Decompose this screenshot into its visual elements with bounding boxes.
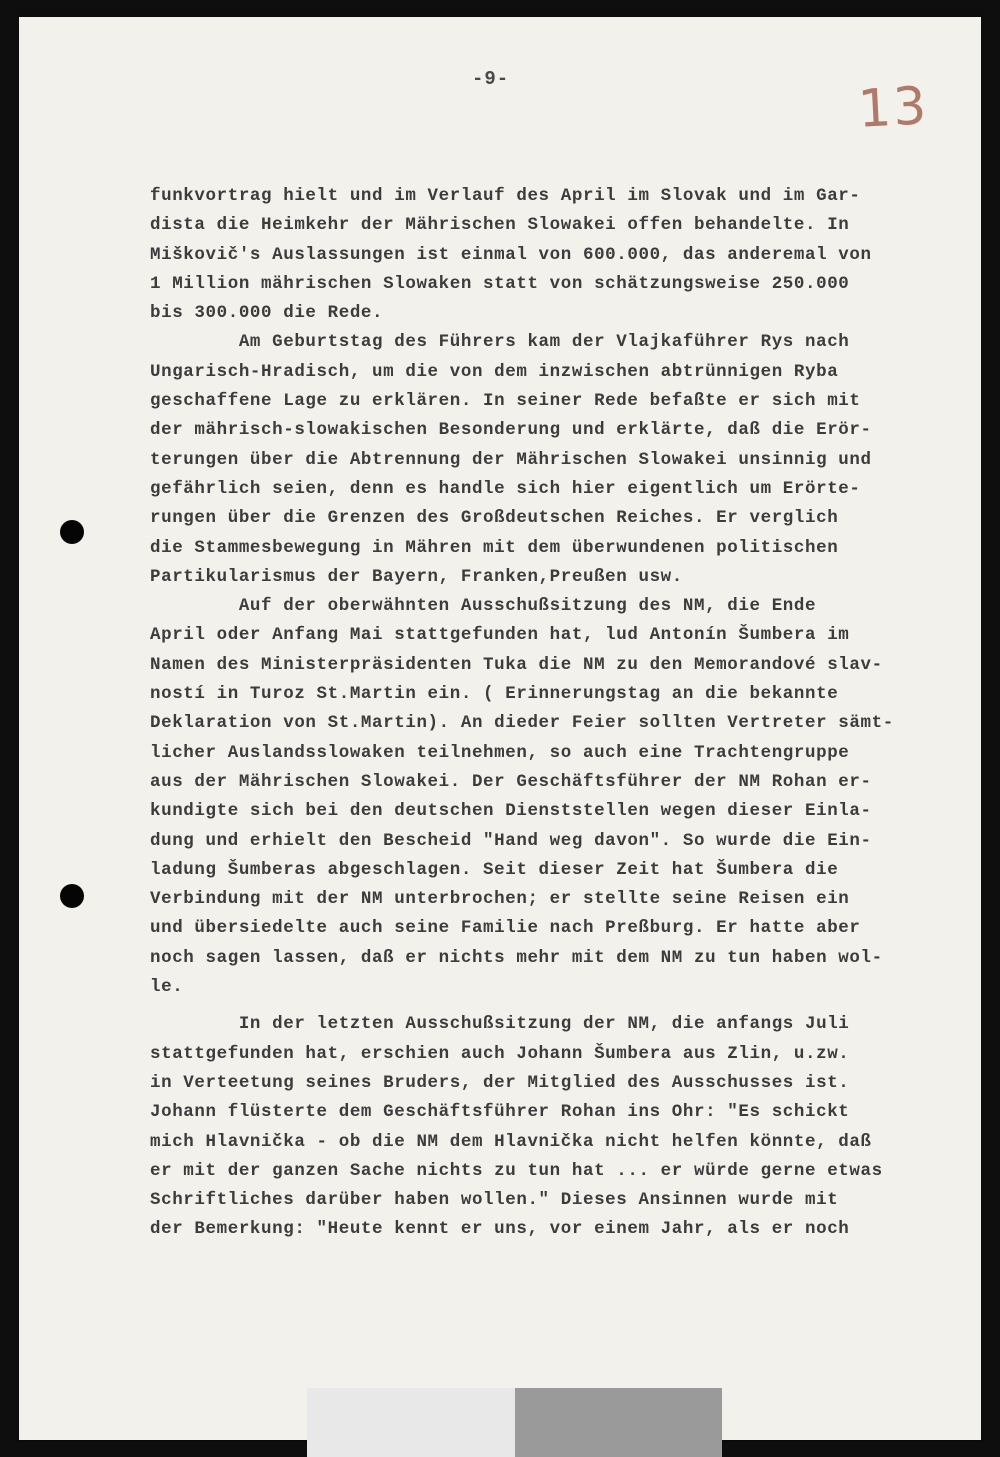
text-line: Partikularismus der Bayern, Franken,Preußen usw. <box>150 566 683 587</box>
text-line: 1 Million mährischen Slowaken statt von schätzungsweise 250.000 <box>150 273 850 294</box>
text-line: kundigte sich bei den deutschen Dienststellen wegen dieser Einla- <box>150 801 872 822</box>
text-line: le. <box>150 977 184 998</box>
text-line: der Bemerkung: "Heute kennt er uns, vor einem Jahr, als er noch <box>150 1219 850 1240</box>
text-line: rungen über die Grenzen des Großdeutschen Reiches. Er verglich <box>150 508 839 529</box>
text-line: Auf der oberwähnten Ausschußsitzung des NM, die Ende <box>150 596 817 617</box>
text-line: In der letzten Ausschußsitzung der NM, die anfangs Juli <box>150 1014 850 1035</box>
text-line: terungen über die Abtrennung der Mährischen Slowakei unsinnig und <box>150 449 872 470</box>
text-line: bis 300.000 die Rede. <box>150 303 384 324</box>
text-line: er mit der ganzen Sache nichts zu tun hat ... er würde gerne etwas <box>150 1160 883 1181</box>
text-line: die Stammesbewegung in Mähren mit dem überwundenen politischen <box>150 537 839 558</box>
text-line: in Verteetung seines Bruders, der Mitglied des Ausschusses ist. <box>150 1072 850 1093</box>
text-line: der mährisch-slowakischen Besonderung und erklärte, daß die Erör- <box>150 420 872 441</box>
punch-hole <box>60 520 84 544</box>
text-line: licher Auslandsslowaken teilnehmen, so auch eine Trachtengruppe <box>150 742 850 763</box>
text-line: Deklaration von St.Martin). An dieder Feier sollten Vertreter sämt- <box>150 713 894 734</box>
text-line: mich Hlavnička - ob die NM dem Hlavnička nicht helfen könnte, daß <box>150 1131 872 1152</box>
paragraph <box>150 592 950 1002</box>
text-line: dista die Heimkehr der Mährischen Slowakei offen behandelte. In <box>150 215 850 236</box>
text-line: Namen des Ministerpräsidenten Tuka die NM zu den Memorandové slav- <box>150 654 883 675</box>
text-line: Verbindung mit der NM unterbrochen; er stellte seine Reisen ein <box>150 889 850 910</box>
scan-calibration-strip-gray <box>515 1388 722 1457</box>
text-line: Miškovič's Auslassungen ist einmal von 600.000, das anderemal von <box>150 244 872 265</box>
text-line: stattgefunden hat, erschien auch Johann Šumbera aus Zlin, u.zw. <box>150 1043 850 1064</box>
text-line: dung und erhielt den Bescheid "Hand weg davon". So wurde die Ein- <box>150 830 872 851</box>
scan-calibration-strip-light <box>307 1388 515 1457</box>
paragraph <box>150 328 950 592</box>
text-line: aus der Mährischen Slowakei. Der Geschäftsführer der NM Rohan er- <box>150 771 872 792</box>
text-line: Johann flüsterte dem Geschäftsführer Rohan ins Ohr: "Es schickt <box>150 1102 850 1123</box>
text-line: Ungarisch-Hradisch, um die von dem inzwischen abtrünnigen Ryba <box>150 361 839 382</box>
text-line: Schriftliches darüber haben wollen." Dieses Ansinnen wurde mit <box>150 1190 839 1211</box>
text-line: Am Geburtstag des Führers kam der Vlajkaführer Rys nach <box>150 332 850 353</box>
text-line: und übersiedelte auch seine Familie nach Preßburg. Er hatte aber <box>150 918 861 939</box>
text-line: noch sagen lassen, daß er nichts mehr mit dem NM zu tun haben wol- <box>150 947 883 968</box>
punch-hole <box>60 884 84 908</box>
text-line: geschaffene Lage zu erklären. In seiner Rede befaßte er sich mit <box>150 391 861 412</box>
paragraph <box>150 1010 950 1244</box>
text-line: ladung Šumberas abgeschlagen. Seit dieser Zeit hat Šumbera die <box>150 859 839 880</box>
document-body <box>150 182 950 1245</box>
text-line: gefährlich seien, denn es handle sich hier eigentlich um Erörte- <box>150 478 861 499</box>
paragraph-gap <box>150 1002 950 1010</box>
archive-number: 13 <box>856 76 930 140</box>
text-line: funkvortrag hielt und im Verlauf des April im Slovak und im Gar- <box>150 186 861 206</box>
paragraph <box>150 182 950 328</box>
page-number: -9- <box>472 68 510 90</box>
text-line: ností in Turoz St.Martin ein. ( Erinnerungstag an die bekannte <box>150 684 839 705</box>
text-line: April oder Anfang Mai stattgefunden hat, lud Antonín Šumbera im <box>150 625 850 646</box>
